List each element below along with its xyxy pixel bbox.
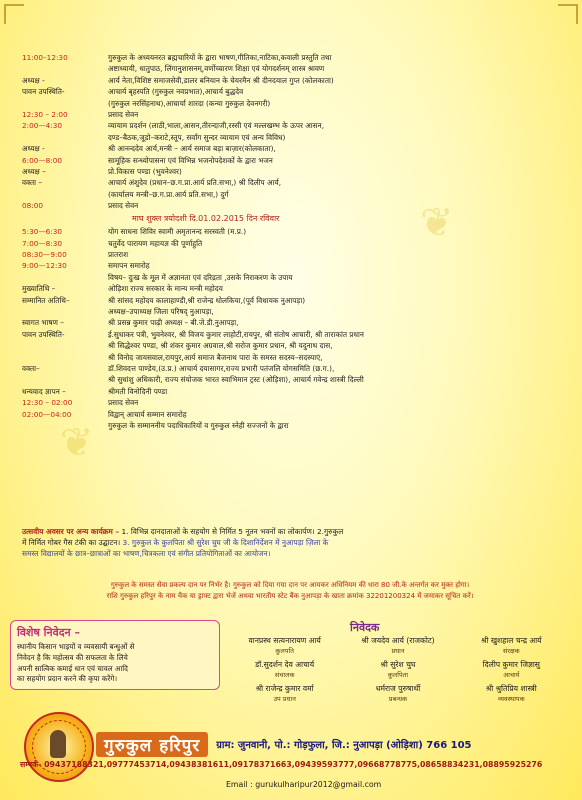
schedule-row: [22, 98, 562, 109]
schedule-time: मुख्यातिथि –: [22, 284, 56, 294]
schedule-row: [22, 200, 562, 211]
schedule-row: [22, 238, 562, 249]
schedule-time: 12:30 – 2:00: [22, 110, 68, 120]
schedule-row: [22, 226, 562, 237]
schedule-row: [22, 386, 562, 397]
event-schedule: [22, 52, 562, 431]
requester-name: दिलीप कुमार जिज्ञासु: [482, 660, 540, 669]
requester-role: प्रबन्धक: [388, 695, 408, 703]
requester-role: कुलपिता: [387, 671, 409, 679]
requester-name: वानप्रस्थ सत्यनारायण आर्य: [248, 636, 321, 645]
schedule-description: श्री सुधांशु अधिकारी, राज्य संयोजक भारत स्वाभिमान ट्रस्ट (ओड़िशा), आचार्य गवेन्द्र शास्त्री दिल्ली: [108, 375, 364, 385]
schedule-time: [22, 272, 108, 283]
schedule-description: श्री सांसद महोदय कालाहाण्डी,श्री राजेन्द्र धोलकिया,(पूर्व विधायक नुआपड़ा): [108, 295, 306, 305]
schedule-row: [22, 295, 562, 306]
schedule-description: प्रसाद सेवन: [108, 110, 139, 120]
contact-numbers: सम्पर्क- 09437188321,09777453714,09438381611,09178371663,09439593777,09668778775,08658834231,08895925276: [20, 760, 543, 769]
requester-name: श्री जयदेव आर्य (राजकोट): [361, 636, 435, 645]
requester-role: प्रधान: [391, 647, 405, 655]
requester-role: संचालक: [274, 671, 295, 679]
schedule-description: चतुर्वेद पारायण महायज्ञ की पूर्णाहुति: [108, 238, 203, 248]
schedule-row: [22, 306, 562, 317]
schedule-time: 7:00—8:30: [22, 238, 63, 248]
requesters-row: [228, 684, 568, 704]
schedule-row: [22, 352, 562, 363]
schedule-description: प्रो.विकास पण्डा (भुवनेश्वर): [108, 167, 182, 177]
other-programs: [22, 526, 562, 560]
schedule-row: [22, 143, 562, 154]
schedule-time: [22, 306, 108, 317]
schedule-row: [22, 317, 562, 328]
schedule-description: अध्यक्ष–उपाध्यक्ष जिला परिषद् नुआपड़ा,: [108, 306, 214, 316]
schedule-description: आचार्य अंशुदेव (प्रधान–छ.ग.प्रा.आर्य प्रति.सभा,) श्री दिलीप आर्य,: [108, 178, 282, 188]
special-request-heading: विशेष निवेदन –: [17, 626, 80, 639]
schedule-time: [22, 420, 108, 431]
requester-name: धर्मराज पुरुषार्थी: [375, 684, 421, 693]
requester-name: श्री खुशहाल चन्द्र आर्य: [481, 636, 542, 645]
special-request-line: का सहयोग प्रदान करने की कृपा करेंगे।: [17, 674, 118, 684]
schedule-row: [22, 75, 562, 86]
other-programs-heading: उत्सवीय अवसर पर अन्य कार्यक्रम –: [22, 527, 120, 536]
schedule-description: प्रातराश: [108, 249, 129, 259]
schedule-row: [22, 63, 562, 74]
schedule-row: [22, 283, 562, 294]
schedule-row: [22, 120, 562, 131]
schedule-row: [22, 363, 562, 374]
requester-role: संरक्षक: [502, 647, 520, 655]
schedule-time: 08:30—9:00: [22, 249, 67, 259]
other-programs-line: 3. गुरुकुल के कुलपिता श्री सुरेश चुघ जी के दिशानिर्देशन में नुआपड़ा ज़िला के: [122, 538, 329, 548]
requester-role: उप प्रधान: [273, 695, 296, 703]
schedule-row: [22, 340, 562, 351]
schedule-description: प्रसाद सेवन: [108, 398, 139, 408]
donation-notice-line: गुरुकुल के समस्त सेवा प्रकल्प दान पर निर्भर है। गुरुकुल को दिया गया दान पर आयकर अधिनियम की धारा 80 जी.के अन्तर्गत कर मुक्त होगा।: [110, 581, 470, 589]
requesters-heading: निवेदक: [350, 621, 380, 634]
schedule-description: (गुरुकुल नरसिंहनाथ),आचार्या शारदा (कन्या गुरुकुल देवनगरी): [108, 98, 271, 108]
requester: [341, 684, 454, 704]
other-programs-line: में निर्मित गोबर गैस टंकी का उद्घाटन।: [22, 538, 121, 548]
schedule-description: विषय– दुःख के मूल में अज्ञानता एवं दरिद्रता ,उसके निराकरण के उपाय: [108, 272, 293, 282]
schedule-description: श्री सिद्धेश्वर पण्डा, श्री शंकर कुमार अग्रवाल,श्री सरोज कुमार प्रधान, श्री यदुनाथ दास,: [108, 341, 333, 351]
special-request-line: निवेदन है कि महोत्सव की सफलता के लिये: [17, 652, 128, 662]
schedule-row: [22, 52, 562, 63]
schedule-time: [22, 63, 108, 74]
schedule-description: डॉ.शिवदत्त पाण्डेय,(उ.प्र.) आचार्य दयासागर,राज्य प्रभारी पतंजलि योगसमिति (छ.ग.),: [108, 363, 335, 373]
special-request-line: अपनी सात्विक कमाई धान एवं चावल आदि: [17, 663, 128, 673]
schedule-time: पावन उपस्थिति-: [22, 87, 65, 97]
schedule-time: सम्मानित अतिथि–: [22, 295, 70, 305]
requester: [228, 684, 341, 704]
schedule-time: 12:30 – 02:00: [22, 398, 73, 408]
schedule-row: [22, 260, 562, 271]
requester-role: आचार्य: [503, 671, 520, 679]
special-request-box: [10, 620, 220, 690]
schedule-description: योग साधना शिविर स्वामी अमृतानन्द सरस्वती (म.प्र.): [108, 227, 247, 237]
email-link[interactable]: Email : gurukulharipur2012@gmail.com: [226, 780, 382, 789]
schedule-description: सामूहिक सन्ध्योपासना एवं विभिन्न भजनोपदेशकों के द्वारा भजन: [108, 155, 273, 165]
requester-name: डॉ.सुदर्शन देव आचार्य: [255, 660, 315, 669]
schedule-description: आर्य नेता,विशिष्ट समाजसेवी,डालर बनियान के चेयरमैन श्री दीनदयाल गुप्त (कोलकाता): [108, 75, 334, 85]
schedule-description: समापन समारोह: [108, 261, 150, 271]
requester-name: श्री राजेन्द्र कुमार वर्मा: [255, 684, 314, 693]
schedule-row: [22, 397, 562, 408]
schedule-row: [22, 155, 562, 166]
schedule-time: 9:00—12:30: [22, 261, 67, 271]
requester: [341, 660, 454, 680]
requester-role: व्यवस्थापक: [498, 695, 525, 703]
schedule-time: [22, 132, 108, 143]
schedule-time: [22, 189, 108, 200]
schedule-description: श्री आनन्ददेव आर्य,मन्त्री – आर्य समाज बड़ा बाज़ार(कोलकाता),: [108, 144, 276, 154]
schedule-row: [22, 132, 562, 143]
schedule-description: दण्ड–बैठक,जूडो–कराटे,स्तूप, सर्वांग सुन्दर व्यायाम एवं अन्य विविध): [108, 132, 286, 142]
schedule-row: [22, 374, 562, 385]
meditating-figure-icon: [50, 730, 66, 758]
requester: [455, 636, 568, 656]
schedule-time: 6:00—8:00: [22, 155, 63, 165]
schedule-description: गुरुकुल के अध्ययनरत ब्रह्मचारियों के द्वारा भाषण,गीतिका,नाटिका,कवाली प्रस्तुति तथा: [108, 53, 332, 62]
requester-role: कुलपति: [275, 647, 294, 655]
schedule-description: विद्वान् आचार्य सम्मान समारोह: [108, 409, 187, 419]
schedule-row: [22, 177, 562, 188]
schedule-description: श्री विनोद जायसवाल,रायपुर,आर्य समाज बैजनाथ पारा के समस्त सदस्य–सदस्याएं,: [108, 352, 323, 362]
schedule-row: [22, 86, 562, 97]
schedule-row: [22, 409, 562, 420]
schedule-time: अध्यक्ष –: [22, 167, 46, 177]
other-programs-line: 1. विभिन्न दानदाताओं के सहयोग से निर्मित 5 नूतन भवनों का लोकार्पण। 2.गुरुकुल: [121, 527, 344, 536]
footer: [0, 712, 582, 800]
schedule-time: [22, 352, 108, 363]
requester: [341, 636, 454, 656]
schedule-description: ई.सुधाकर पत्री, भुवनेश्वर, श्री विजय कुमार लाहोटी,रायपुर, श्री संतोष आचारी, श्री ताराकांत प्रधान: [108, 329, 364, 339]
schedule-time: पावन उपस्थिति-: [22, 329, 65, 339]
schedule-time: अध्यक्ष -: [22, 144, 45, 154]
other-programs-line: समस्त विद्यालयों के छात्र–छात्राओं का भाषण,चित्रकला एवं संगीत प्रतियोगिताओं का आयोजन।: [22, 549, 271, 559]
schedule-description: ओड़िशा राज्य सरकार के मान्य मन्त्री महोदय: [108, 284, 223, 294]
schedule-description: आचार्य बृहस्पति (गुरुकुल नवप्रभात),आचार्य बुद्धदेव: [108, 87, 244, 97]
requesters-row: [228, 660, 568, 680]
schedule-row: [22, 189, 562, 200]
requester: [228, 660, 341, 680]
schedule-row: [22, 272, 562, 283]
requester: [228, 636, 341, 656]
schedule-description: प्रसाद सेवन: [108, 201, 139, 211]
schedule-row: [22, 249, 562, 260]
schedule-time: 08:00: [22, 201, 44, 211]
schedule-time: [22, 340, 108, 351]
requester: [455, 684, 568, 704]
schedule-time: [22, 374, 108, 385]
schedule-time: स्वागत भाषण –: [22, 318, 64, 328]
requester-name: श्री श्रुतिप्रिय शास्त्री: [485, 684, 537, 693]
schedule-time: वक्ता–: [22, 363, 40, 373]
schedule-time: 2:00—4:30: [22, 121, 63, 131]
swirl-ornament: ❦: [420, 200, 454, 246]
gurukul-logo: [24, 712, 94, 782]
address: ग्राम: जुनवानी, पो.: गोड़फुला, जि.: नुआपड़ा (ओड़िशा) 766 105: [216, 740, 472, 751]
special-request-line: स्थानीय किसान भाइयों व व्यवसायी बन्धुओं से: [17, 642, 135, 651]
schedule-description: व्यायाम प्रदर्शन (लाठी,भाला,आसन,तीरन्दाजी,रस्सी एवं मल्लखम्भ के ऊपर आसन,: [108, 121, 325, 131]
schedule-row: [22, 329, 562, 340]
schedule-time: वक्ता –: [22, 178, 42, 188]
corner-ornament: [558, 4, 578, 24]
schedule-row: [22, 109, 562, 120]
schedule-time: [22, 98, 108, 109]
schedule-description: (कार्यालय मन्त्री–छ.ग.प्रा.आर्य प्रति.सभा,) दुर्ग: [108, 189, 229, 199]
schedule-row: [22, 166, 562, 177]
requester: [455, 660, 568, 680]
requester-name: श्री सुरेश चुघ: [380, 660, 416, 669]
schedule-time: अध्यक्ष -: [22, 75, 45, 85]
schedule-row: [22, 420, 562, 431]
brand-name: गुरुकुल हरिपुर: [96, 732, 208, 757]
schedule-time: 02:00—04:00: [22, 409, 72, 419]
day-heading: माघ शुक्ल त्रयोदशी दि.01.02.2015 दिन रविवार: [132, 213, 280, 223]
schedule-time: धन्यवाद ज्ञापन –: [22, 386, 66, 396]
schedule-description: श्री प्रसन्न कुमार पाढ़ी अध्यक्ष – बी.जे.डी.नुआपड़ा,: [108, 318, 239, 328]
donation-notice: [30, 580, 550, 601]
requesters-row: [228, 636, 568, 656]
requesters-list: [228, 636, 568, 708]
schedule-description: श्रीमती विनोदिनी पण्डा: [108, 386, 168, 396]
schedule-description: गुरुकुल के सम्माननीय पदाधिकारियों व गुरुकुल स्नेही सज्जनों के द्वारा: [108, 421, 289, 430]
schedule-time: 5:30—6:30: [22, 227, 63, 237]
schedule-time: 11:00–12:30: [22, 53, 68, 62]
swirl-ornament: ❦: [60, 420, 94, 466]
corner-ornament: [4, 4, 24, 24]
donation-notice-line: राशि गुरुकुल हरिपुर के नाम चैक या ड्राफ्ट द्वारा भेजें अथवा भारतीय स्टेट बैंक नुआपड़ा के खाता क्रमांक 32201200324 में जमाकर सूचित करें।: [106, 591, 474, 600]
schedule-description: अष्टाध्यायी, धातुपाठ, लिंगानुशासनम्,वर्णोच्चारण शिक्षा एवं योगदर्शनम् शास्त्र श्रावण: [108, 64, 325, 74]
